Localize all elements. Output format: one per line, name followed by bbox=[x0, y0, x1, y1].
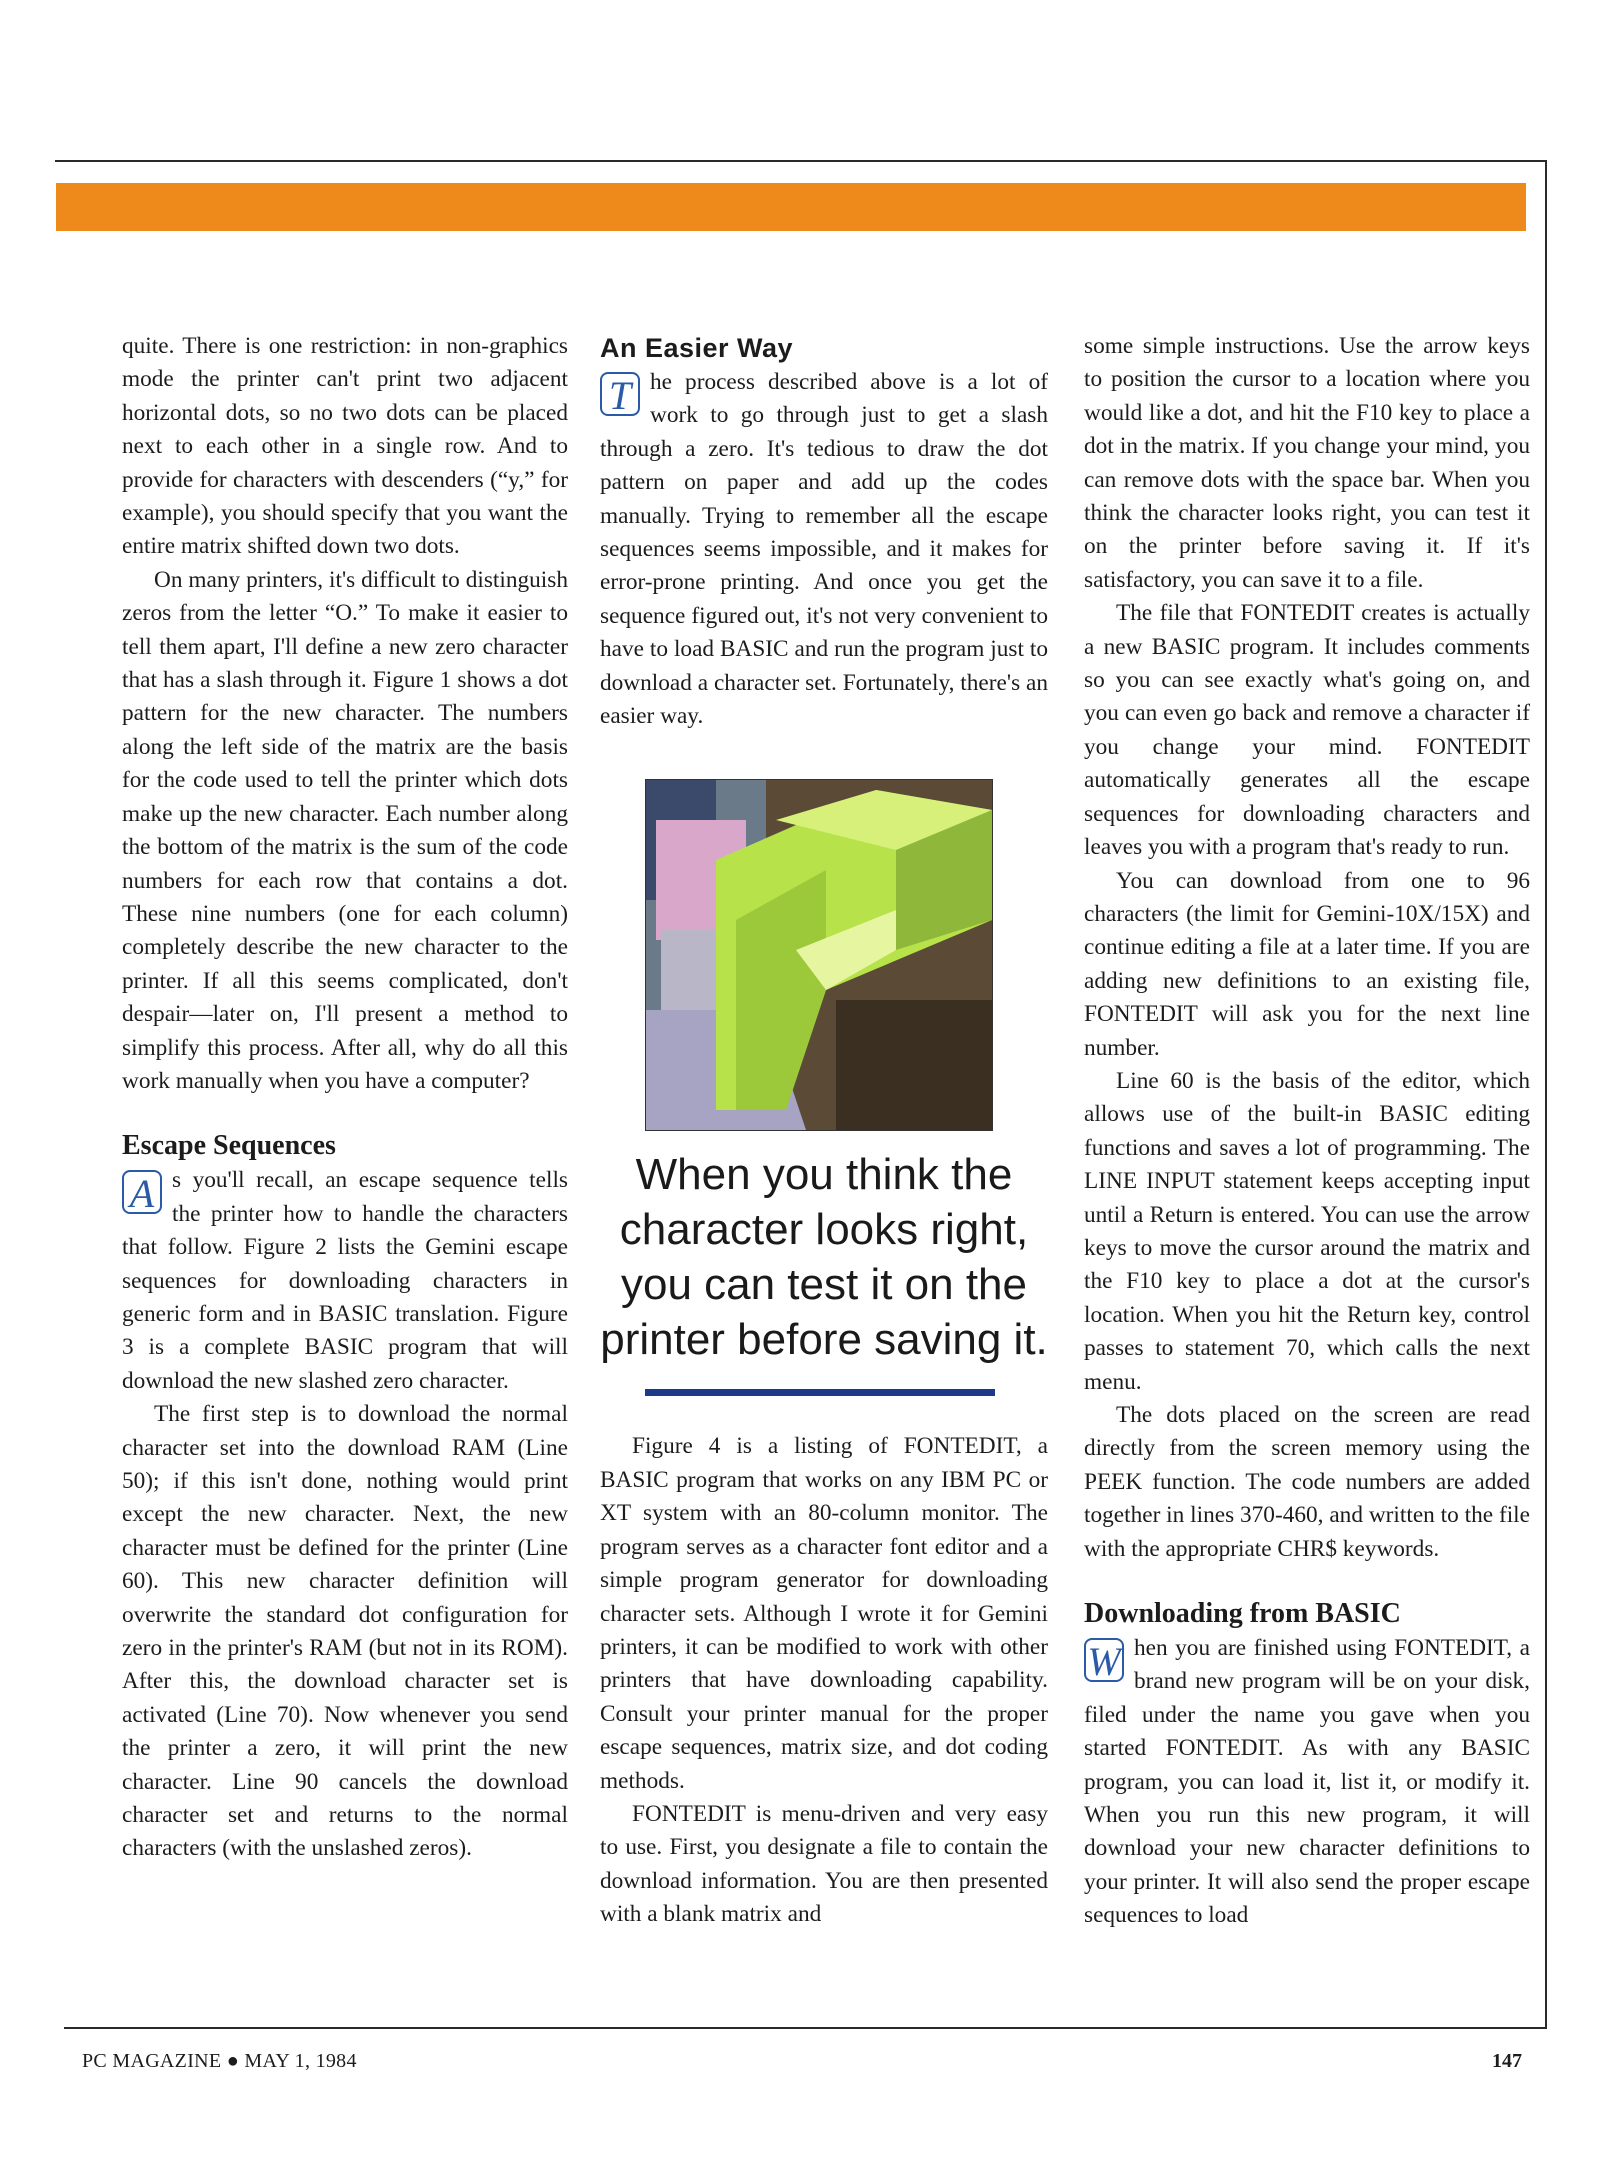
paragraph: FONTEDIT is menu-driven and very easy to use. First, you designate a file to contain the download information. You are then presented with a blank matrix and bbox=[600, 1800, 1048, 1928]
top-rule bbox=[55, 160, 1547, 162]
paragraph: A s you'll recall, an escape sequence tells the printer how to handle the characters that follow. Figure 2 lists the Gemini escape sequences for downloading characters in generic form and in BASIC translation. Figure 3 is a complete BASIC program that will download the new slashed zero character. bbox=[122, 1167, 568, 1394]
paragraph: Line 60 is the basis of the editor, which allows use of the built-in BASIC editing functions and saves a lot of programming. The LINE INPUT statement keeps accepting input until a Return is entered. You can use the arrow keys to move the cursor around the matrix and the F10 key to place a dot at the cursor's location. When you hit the Return key, control passes to statement 70, which calls the next menu. bbox=[1084, 1067, 1530, 1395]
section-heading-downloading-from-basic: Downloading from BASIC bbox=[1084, 1598, 1401, 1630]
paragraph: The file that FONTEDIT creates is actually a new BASIC program. It includes comments so you can see exactly what's going on, and you can even go back and remove a character if you change your mind. FONTEDIT automatically generates all the escape sequences for downloading characters and leaves you with a program that's ready to run. bbox=[1084, 600, 1530, 861]
paragraph: quite. There is one restriction: in non-graphics mode the printer can't print two adjacent horizontal dots, so no two dots can be placed next to each other in a single row. And to provide for characters with descenders (“y,” for example), you should specify that you want the entire matrix shifted down two dots. bbox=[122, 333, 568, 560]
abstract-artwork-image bbox=[645, 779, 993, 1131]
drop-cap: A bbox=[122, 1170, 162, 1214]
section-heading-escape-sequences: Escape Sequences bbox=[122, 1130, 336, 1162]
paragraph: On many printers, it's difficult to distinguish zeros from the letter “O.” To make it easier to tell them apart, I'll define a new zero character that has a slash through it. Figure 1 shows a dot pattern for the new character. The numbers along the left side of the matrix are the basis for the code used to tell the printer which dots make up the new character. Each number along the bottom of the matrix is the sum of the code numbers for each row that contains a dot. These nine numbers (one for each column) completely describe the new character to the printer. If all this seems complicated, don't despair—later on, I'll present a method to simplify this process. After all, why do all this work manually when you have a computer? bbox=[122, 566, 568, 1094]
pull-quote: When you think the character looks right, you can test it on the printer before saving it. bbox=[600, 1150, 1048, 1365]
article-column-3 bbox=[1084, 330, 1530, 1933]
paragraph: The dots placed on the screen are read directly from the screen memory using the PEEK function. The code numbers are added together in lines 370-460, and written to the file with the appropriate CHR$ keywords. bbox=[1084, 1402, 1530, 1562]
paragraph: some simple instructions. Use the arrow keys to position the cursor to a location where you would like a dot, and hit the F10 key to place a dot in the matrix. If you change your mind, you can remove dots with the space bar. When you think the character looks right, you can test it on the printer before saving it. If it's satisfactory, you can save it to a file. bbox=[1084, 333, 1530, 593]
drop-cap: T bbox=[600, 372, 640, 416]
paragraph: T he process described above is a lot of work to go through just to get a slash through a zero. It's tedious to draw the dot pattern on paper and add up the codes manually. Trying to remember all the escape sequences seems impossible, and it makes for error-prone printing. And once you get the sequence figured out, it's not very convenient to have to load BASIC and run the program just to download a character set. Fortunately, there's an easier way. bbox=[600, 369, 1048, 730]
drop-cap: W bbox=[1084, 1638, 1124, 1682]
page-number: 147 bbox=[1492, 2050, 1522, 2072]
section-heading-an-easier-way: An Easier Way bbox=[600, 333, 794, 363]
paragraph: Figure 4 is a listing of FONTEDIT, a BASIC program that works on any IBM PC or XT system with an 80-column monitor. The program serves as a character font editor and a simple program generator for downloading character sets. Although I wrote it for Gemini printers, it can be modified to work with other printers that have downloading capability. Consult your printer manual for the proper escape sequences, matrix size, and dot coding methods. bbox=[600, 1433, 1048, 1794]
artwork-graphic bbox=[646, 780, 992, 1130]
pull-quote-rule bbox=[645, 1389, 995, 1396]
article-column-2 bbox=[600, 330, 1048, 1932]
article-column-1 bbox=[122, 330, 568, 1866]
paragraph: The first step is to download the normal character set into the download RAM (Line 50); if this isn't done, nothing would print except the new character. Next, the new character must be defined for the printer (Line 60). This new character definition will overwrite the standard dot configuration for zero in the printer's RAM (but not in its ROM). After this, the download character set is activated (Line 70). Now whenever you send the printer a zero, it will print the new character. Line 90 cancels the download character set and returns to the normal characters (with the unslashed zeros). bbox=[122, 1401, 568, 1862]
footer-publication: PC MAGAZINE ● MAY 1, 1984 bbox=[82, 2050, 357, 2072]
right-rule bbox=[1545, 160, 1547, 2027]
bottom-rule bbox=[64, 2027, 1547, 2029]
paragraph: You can download from one to 96 characters (the limit for Gemini-10X/15X) and continue editing a file at a later time. If you are adding new definitions to an existing file, FONTEDIT will ask you for the next line number. bbox=[1084, 867, 1530, 1061]
header-color-band bbox=[56, 183, 1526, 231]
paragraph: W hen you are finished using FONTEDIT, a brand new program will be on your disk, filed under the name you gave when you started FONTEDIT. As with any BASIC program, you can load it, list it, or modify it. When you run this new program, it will download your new character definitions to your printer. It will also send the proper escape sequences to load bbox=[1084, 1635, 1530, 1929]
